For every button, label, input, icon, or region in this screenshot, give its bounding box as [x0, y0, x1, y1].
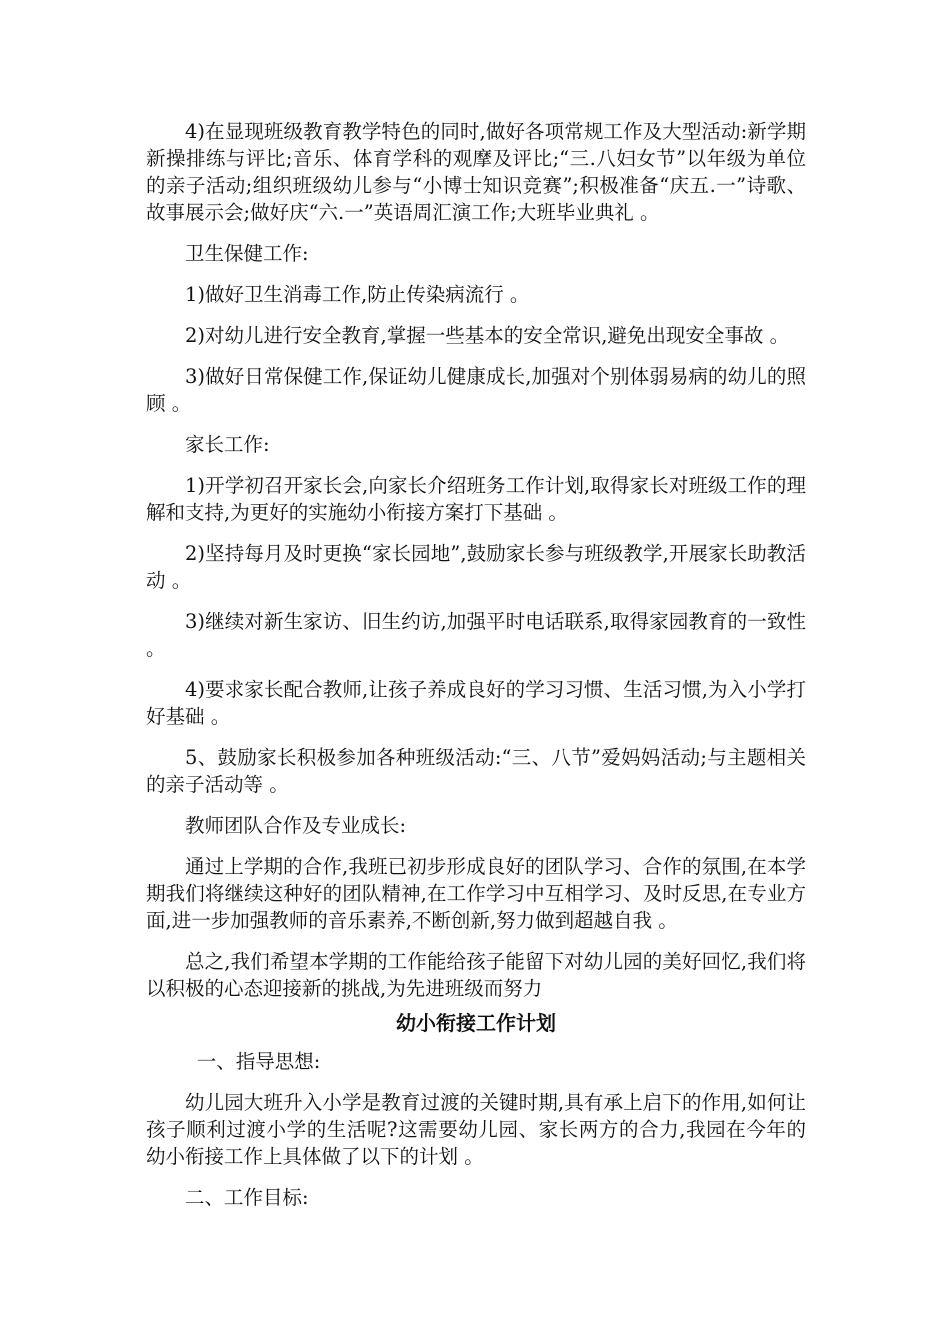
heading-guiding-thought: 一、指导思想: — [196, 1050, 321, 1073]
paragraph-health-2: 2)对幼儿进行安全教育,掌握一些基本的安全常识,避免出现安全事故 。 — [185, 324, 790, 347]
document-page — [146, 118, 806, 1225]
heading-health-care: 卫生保健工作: — [185, 242, 309, 265]
paragraph-parent-2: 2)坚持每月及时更换“家长园地”,鼓励家长参与班级教学,开展家长助教活动 。 — [146, 542, 806, 592]
paragraph-health-1: 1)做好卫生消毒工作,防止传染病流行 。 — [185, 283, 530, 306]
paragraph-activities: 4)在显现班级教育教学特色的同时,做好各项常规工作及大型活动:新学期新操排练与评比;音乐、体育学科的观摩及评比;“三.八妇女节”以年级为单位的亲子活动;组织班级幼儿参与“小博士知识竞赛”;积极准备“庆五.一”诗歌、故事展示会;做好庆“六.一”英语周汇演工作;大班毕业典礼 。 — [146, 120, 806, 224]
paragraph-conclusion: 总之,我们希望本学期的工作能给孩子能留下对幼儿园的美好回忆,我们将以积极的心态迎接新的挑战,为先进班级而努力 — [146, 950, 806, 1000]
heading-parent-work: 家长工作: — [185, 433, 270, 456]
paragraph-guiding-thought: 幼儿园大班升入小学是教育过渡的关键时期,具有承上启下的作用,如何让孩子顺利过渡小学的生活呢?这需要幼儿园、家长两方的合力,我园在今年的幼小衔接工作上具体做了以下的计划 。 — [146, 1091, 806, 1168]
heading-teacher-team: 教师团队合作及专业成长: — [185, 814, 407, 837]
section-title: 幼小衔接工作计划 — [396, 1011, 556, 1035]
paragraph-parent-3: 3)继续对新生家访、旧生约访,加强平时电话联系,取得家园教育的一致性 。 — [146, 610, 806, 660]
paragraph-teacher-team: 通过上学期的合作,我班已初步形成良好的团队学习、合作的氛围,在本学期我们将继续这种好的团队精神,在工作学习中互相学习、及时反思,在专业方面,进一步加强教师的音乐素养,不断创新,努力做到超越自我 。 — [146, 855, 806, 932]
paragraph-parent-4: 4)要求家长配合教师,让孩子养成良好的学习习惯、生活习惯,为入小学打好基础 。 — [146, 678, 806, 728]
paragraph-health-3: 3)做好日常保健工作,保证幼儿健康成长,加强对个别体弱易病的幼儿的照顾 。 — [146, 365, 806, 415]
paragraph-parent-5: 5、鼓励家长积极参加各种班级活动:“三、八节”爱妈妈活动;与主题相关的亲子活动等 。 — [146, 746, 806, 796]
paragraph-parent-1: 1)开学初召开家长会,向家长介绍班务工作计划,取得家长对班级工作的理解和支持,为更好的实施幼小衔接方案打下基础 。 — [146, 474, 806, 524]
heading-work-goals: 二、工作目标: — [185, 1186, 309, 1209]
